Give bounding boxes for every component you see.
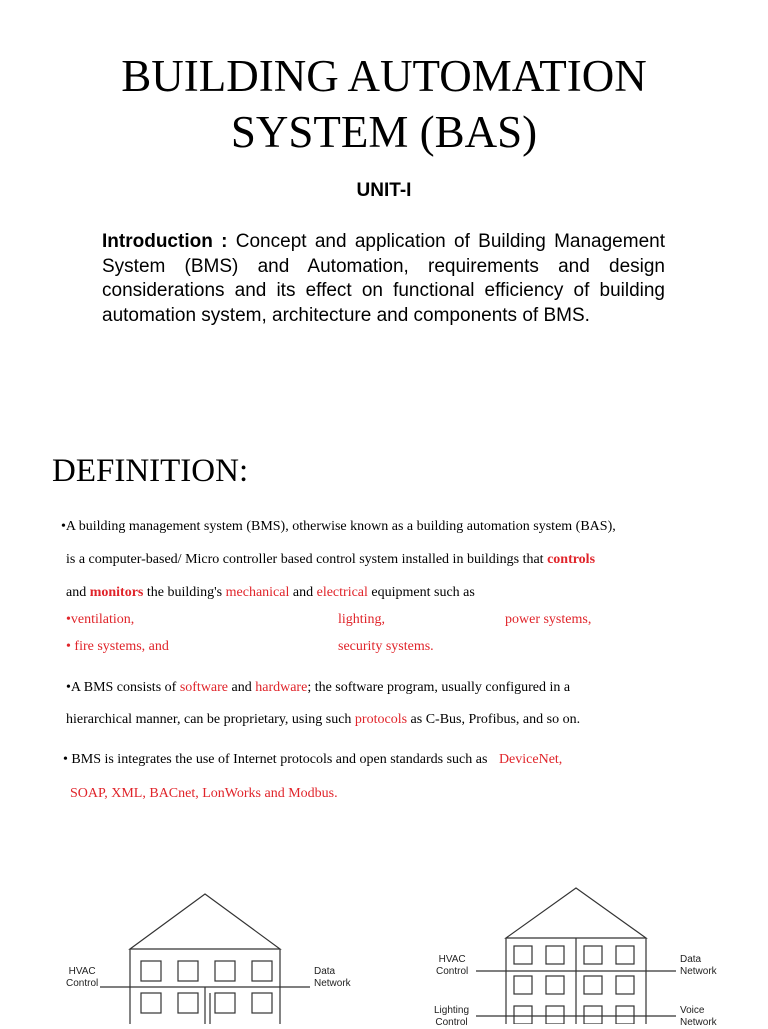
def-p3-line-1	[63, 752, 562, 768]
def-p3-line-2: SOAP, XML, BACnet, LonWorks and Modbus.	[70, 786, 338, 801]
def-line-3-text-a: and	[66, 585, 90, 600]
building-left-svg	[0, 880, 380, 1024]
window	[252, 961, 272, 981]
def-p2-text-a: •A BMS consists of	[66, 680, 180, 695]
def-p2-line-1	[66, 680, 570, 696]
label-voice: Voice	[680, 1005, 705, 1016]
unit-heading: UNIT-I	[356, 180, 412, 201]
equipment-power: power systems,	[505, 612, 592, 627]
keyword-mechanical: mechanical	[225, 585, 290, 600]
keyword-monitors: monitors	[89, 585, 144, 600]
label-data: Data	[314, 966, 336, 977]
equipment-security: security systems.	[338, 639, 434, 654]
window	[178, 993, 198, 1013]
label-network: Network	[314, 978, 351, 989]
equipment-ventilation: •ventilation,	[66, 612, 135, 627]
window	[514, 976, 532, 994]
building-diagram-right	[400, 880, 768, 1028]
window	[252, 993, 272, 1013]
def-line-1: •A building management system (BMS), otherwise known as a building automation system (BAS),	[61, 519, 616, 534]
label-voice-network	[680, 1005, 717, 1029]
window	[546, 1006, 564, 1024]
label-data: Data	[680, 954, 702, 965]
definition-heading: DEFINITION:	[52, 453, 249, 489]
building-diagram-left	[0, 880, 380, 1024]
keyword-hardware: hardware	[255, 680, 308, 695]
window	[514, 1006, 532, 1024]
def-p2-text-f: hierarchical manner, can be proprietary, using such	[66, 712, 355, 727]
building-right-svg	[400, 880, 768, 1024]
window	[584, 976, 602, 994]
keyword-electrical: electrical	[316, 585, 368, 600]
keyword-protocols: protocols	[354, 712, 408, 727]
window	[514, 946, 532, 964]
def-p2-text-c: and	[228, 680, 256, 695]
window	[546, 976, 564, 994]
label-data-network-right	[680, 954, 717, 978]
keyword-controls: controls	[547, 552, 596, 567]
def-p2-text-h: as C-Bus, Profibus, and so on.	[407, 712, 581, 727]
window	[616, 946, 634, 964]
label-hvac-control-left	[66, 966, 98, 990]
label-hvac-control-right	[436, 954, 468, 978]
label-network: Network	[680, 966, 717, 977]
equipment-lighting: lighting,	[338, 612, 386, 627]
def-line-3	[66, 585, 475, 601]
def-line-2-text: is a computer-based/ Micro controller based control system installed in buildings that	[66, 552, 548, 567]
roof-right	[506, 888, 646, 938]
label-lighting-control	[434, 1005, 469, 1029]
title-line-2: SYSTEM (BAS)	[230, 107, 538, 157]
label-lighting: Lighting	[434, 1005, 470, 1016]
label-network: Network	[680, 1017, 717, 1028]
window	[616, 976, 634, 994]
window	[584, 1006, 602, 1024]
def-p2-line-2	[66, 712, 580, 728]
label-hvac: HVAC	[438, 954, 466, 965]
label-control: Control	[436, 966, 469, 977]
intro-label: Introduction :	[102, 231, 228, 252]
def-p3-text-a: • BMS is integrates the use of Internet protocols and open standards such as	[63, 752, 488, 767]
def-line-3-text-e: and	[289, 585, 317, 600]
label-data-network-left	[314, 966, 351, 990]
window	[141, 961, 161, 981]
intro-paragraph	[102, 230, 665, 328]
def-line-3-text-g: equipment such as	[367, 585, 475, 600]
page-title	[0, 48, 768, 160]
window	[215, 961, 235, 981]
keyword-devicenet: DeviceNet,	[498, 752, 563, 767]
keyword-software: software	[179, 680, 229, 695]
window	[546, 946, 564, 964]
intro-text: Concept and application of Building Management System (BMS) and Automation, requirements and design considerations and its effect on functional efficiency of building automation system, architecture and components of BMS.	[102, 231, 665, 326]
window	[584, 946, 602, 964]
roof-left	[130, 894, 280, 949]
window	[141, 993, 161, 1013]
def-line-3-text-c: the building's	[143, 585, 226, 600]
equipment-fire: • fire systems, and	[66, 639, 169, 654]
label-control: Control	[66, 978, 99, 989]
def-p2-text-e: ; the software program, usually configured in a	[307, 680, 571, 695]
def-line-2	[66, 552, 595, 568]
title-line-1: BUILDING AUTOMATION	[121, 51, 647, 101]
window	[215, 993, 235, 1013]
label-hvac: HVAC	[68, 966, 96, 977]
window	[616, 1006, 634, 1024]
label-control: Control	[435, 1017, 468, 1028]
window	[178, 961, 198, 981]
